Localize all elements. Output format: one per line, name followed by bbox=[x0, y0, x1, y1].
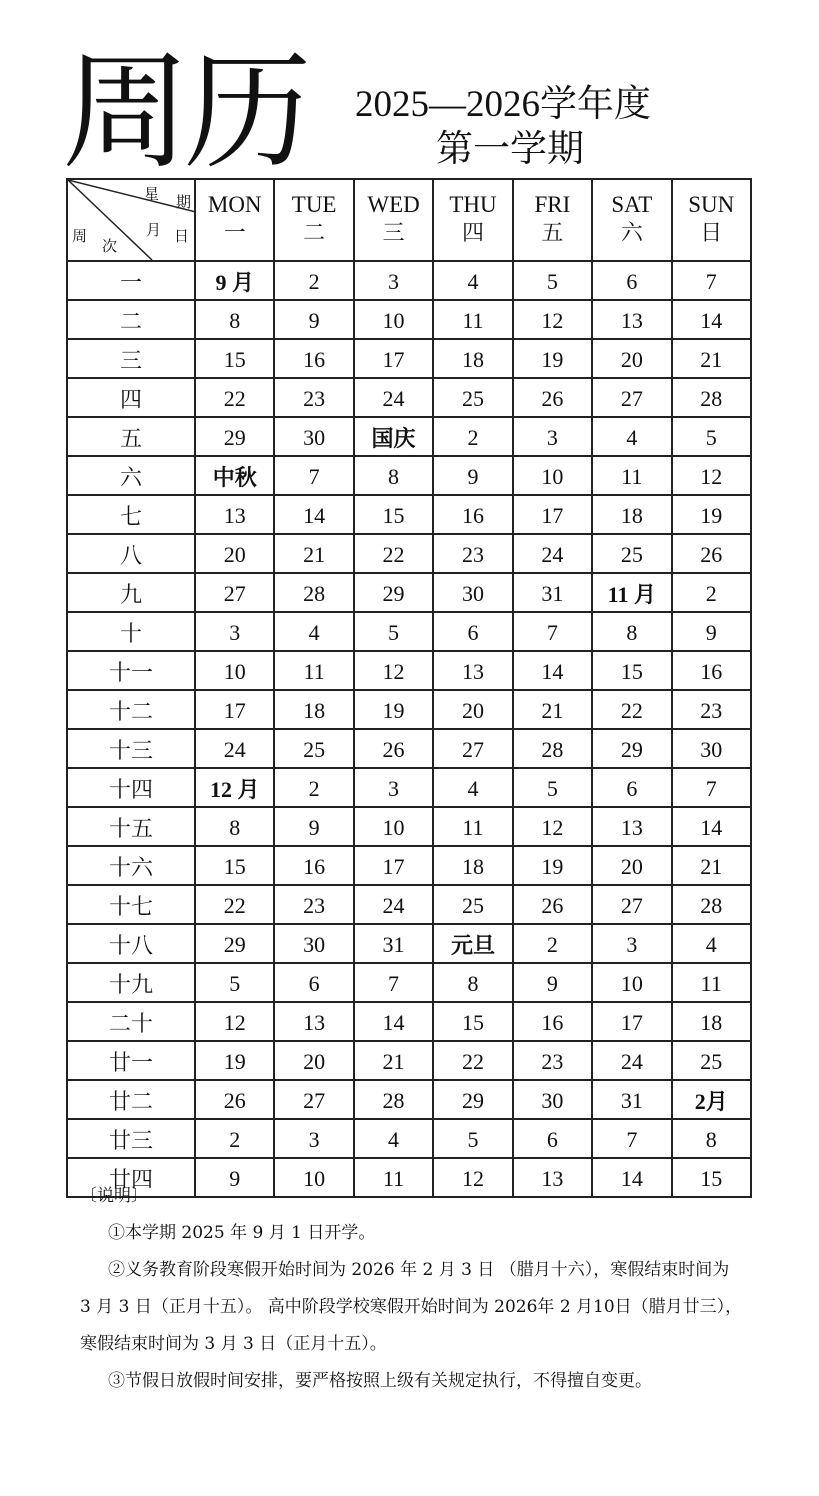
date-cell: 2 bbox=[513, 924, 592, 963]
date-cell: 11 bbox=[433, 300, 512, 339]
week-row bbox=[67, 807, 751, 846]
week-row bbox=[67, 573, 751, 612]
date-cell: 8 bbox=[354, 456, 433, 495]
date-cell: 31 bbox=[513, 573, 592, 612]
school-year-title: 2025—2026学年度 bbox=[355, 84, 651, 125]
date-cell: 2月 bbox=[672, 1080, 751, 1119]
week-number-cell: 十六 bbox=[67, 846, 195, 885]
day-header-sat bbox=[592, 179, 671, 261]
date-cell: 30 bbox=[274, 417, 353, 456]
date-cell: 26 bbox=[195, 1080, 274, 1119]
date-cell: 10 bbox=[195, 651, 274, 690]
day-cn: 三 bbox=[382, 221, 405, 246]
date-cell: 15 bbox=[195, 339, 274, 378]
date-cell: 12 bbox=[513, 300, 592, 339]
day-en: TUE bbox=[291, 192, 337, 217]
date-cell: 5 bbox=[195, 963, 274, 1002]
date-cell: 25 bbox=[274, 729, 353, 768]
date-cell: 3 bbox=[592, 924, 671, 963]
date-cell: 5 bbox=[354, 612, 433, 651]
term-title: 第一学期 bbox=[436, 127, 584, 170]
corner-label-ci: 次 bbox=[102, 237, 118, 255]
date-cell: 11 bbox=[433, 807, 512, 846]
week-number-cell: 十七 bbox=[67, 885, 195, 924]
date-cell: 23 bbox=[274, 378, 353, 417]
date-cell: 7 bbox=[592, 1119, 671, 1158]
page-title: 周历 bbox=[62, 38, 307, 187]
date-cell: 21 bbox=[513, 690, 592, 729]
date-cell: 6 bbox=[513, 1119, 592, 1158]
day-en: SAT bbox=[611, 192, 653, 217]
date-cell: 2 bbox=[274, 261, 353, 300]
date-cell: 10 bbox=[513, 456, 592, 495]
date-cell: 29 bbox=[354, 573, 433, 612]
week-row bbox=[67, 261, 751, 300]
date-cell: 23 bbox=[672, 690, 751, 729]
day-cn: 二 bbox=[303, 221, 326, 246]
week-number-cell: 十四 bbox=[67, 768, 195, 807]
week-number-cell: 十九 bbox=[67, 963, 195, 1002]
date-cell: 3 bbox=[354, 261, 433, 300]
day-header-tue bbox=[274, 179, 353, 261]
week-number-cell: 十八 bbox=[67, 924, 195, 963]
day-en: FRI bbox=[534, 192, 571, 217]
week-row bbox=[67, 417, 751, 456]
date-cell: 31 bbox=[592, 1080, 671, 1119]
date-cell: 4 bbox=[274, 612, 353, 651]
date-cell: 14 bbox=[592, 1158, 671, 1197]
date-cell: 21 bbox=[274, 534, 353, 573]
day-cn: 六 bbox=[620, 221, 643, 246]
week-number-cell: 廿三 bbox=[67, 1119, 195, 1158]
date-cell: 中秋 bbox=[195, 456, 274, 495]
date-cell: 25 bbox=[433, 885, 512, 924]
date-cell: 24 bbox=[354, 885, 433, 924]
week-number-cell: 三 bbox=[67, 339, 195, 378]
week-row bbox=[67, 924, 751, 963]
week-row bbox=[67, 963, 751, 1002]
week-row bbox=[67, 1119, 751, 1158]
date-cell: 30 bbox=[433, 573, 512, 612]
date-cell: 29 bbox=[433, 1080, 512, 1119]
date-cell: 29 bbox=[195, 924, 274, 963]
date-cell: 15 bbox=[195, 846, 274, 885]
corner-label-yue: 月 bbox=[146, 221, 162, 239]
date-cell: 17 bbox=[354, 339, 433, 378]
date-cell: 6 bbox=[592, 768, 671, 807]
day-en: THU bbox=[449, 192, 497, 217]
date-cell: 22 bbox=[592, 690, 671, 729]
date-cell: 9 bbox=[274, 807, 353, 846]
date-cell: 3 bbox=[513, 417, 592, 456]
date-cell: 18 bbox=[274, 690, 353, 729]
date-cell: 27 bbox=[195, 573, 274, 612]
week-number-cell: 十五 bbox=[67, 807, 195, 846]
date-cell: 12 月 bbox=[195, 768, 274, 807]
date-cell: 10 bbox=[592, 963, 671, 1002]
date-cell: 9 bbox=[513, 963, 592, 1002]
date-cell: 15 bbox=[433, 1002, 512, 1041]
date-cell: 29 bbox=[592, 729, 671, 768]
date-cell: 7 bbox=[274, 456, 353, 495]
date-cell: 17 bbox=[195, 690, 274, 729]
date-cell: 16 bbox=[274, 339, 353, 378]
date-cell: 26 bbox=[354, 729, 433, 768]
day-en: SUN bbox=[688, 192, 735, 217]
date-cell: 3 bbox=[274, 1119, 353, 1158]
week-number-cell: 二 bbox=[67, 300, 195, 339]
date-cell: 12 bbox=[354, 651, 433, 690]
date-cell: 18 bbox=[433, 846, 512, 885]
date-cell: 19 bbox=[513, 339, 592, 378]
date-cell: 6 bbox=[274, 963, 353, 1002]
date-cell: 2 bbox=[274, 768, 353, 807]
date-cell: 元旦 bbox=[433, 924, 512, 963]
week-row bbox=[67, 300, 751, 339]
date-cell: 24 bbox=[195, 729, 274, 768]
week-number-cell: 九 bbox=[67, 573, 195, 612]
date-cell: 16 bbox=[672, 651, 751, 690]
date-cell: 23 bbox=[513, 1041, 592, 1080]
week-number-cell: 二十 bbox=[67, 1002, 195, 1041]
week-row bbox=[67, 1002, 751, 1041]
date-cell: 9 bbox=[433, 456, 512, 495]
date-cell: 27 bbox=[274, 1080, 353, 1119]
date-cell: 13 bbox=[274, 1002, 353, 1041]
week-number-cell: 一 bbox=[67, 261, 195, 300]
date-cell: 16 bbox=[513, 1002, 592, 1041]
date-cell: 9 bbox=[195, 1158, 274, 1197]
date-cell: 4 bbox=[592, 417, 671, 456]
date-cell: 2 bbox=[433, 417, 512, 456]
date-cell: 9 bbox=[274, 300, 353, 339]
date-cell: 16 bbox=[433, 495, 512, 534]
date-cell: 13 bbox=[513, 1158, 592, 1197]
date-cell: 22 bbox=[195, 378, 274, 417]
week-number-cell: 十一 bbox=[67, 651, 195, 690]
date-cell: 24 bbox=[513, 534, 592, 573]
day-header-sun bbox=[672, 179, 751, 261]
date-cell: 11 月 bbox=[592, 573, 671, 612]
week-number-cell: 八 bbox=[67, 534, 195, 573]
date-cell: 29 bbox=[195, 417, 274, 456]
date-cell: 25 bbox=[592, 534, 671, 573]
week-row bbox=[67, 768, 751, 807]
day-cn: 四 bbox=[461, 221, 484, 246]
date-cell: 14 bbox=[354, 1002, 433, 1041]
date-cell: 4 bbox=[672, 924, 751, 963]
date-cell: 10 bbox=[354, 300, 433, 339]
date-cell: 22 bbox=[433, 1041, 512, 1080]
week-number-cell: 四 bbox=[67, 378, 195, 417]
date-cell: 15 bbox=[672, 1158, 751, 1197]
note-item: ①本学期 2025 年 9 月 1 日开学。 bbox=[108, 1223, 376, 1243]
day-cn: 一 bbox=[223, 221, 246, 246]
date-cell: 28 bbox=[513, 729, 592, 768]
date-cell: 21 bbox=[672, 339, 751, 378]
date-cell: 16 bbox=[274, 846, 353, 885]
note-item: ③节假日放假时间安排，要严格按照上级有关规定执行，不得擅自变更。 bbox=[108, 1371, 652, 1391]
date-cell: 10 bbox=[274, 1158, 353, 1197]
date-cell: 23 bbox=[433, 534, 512, 573]
week-number-cell: 六 bbox=[67, 456, 195, 495]
day-cn: 日 bbox=[700, 221, 723, 246]
notes-section bbox=[80, 1178, 745, 1400]
day-cn: 五 bbox=[541, 221, 564, 246]
notes-heading: 〔说明〕 bbox=[80, 1186, 148, 1206]
date-cell: 8 bbox=[195, 300, 274, 339]
date-cell: 28 bbox=[672, 885, 751, 924]
date-cell: 24 bbox=[592, 1041, 671, 1080]
date-cell: 10 bbox=[354, 807, 433, 846]
date-cell: 12 bbox=[513, 807, 592, 846]
week-row bbox=[67, 651, 751, 690]
date-cell: 2 bbox=[195, 1119, 274, 1158]
date-cell: 30 bbox=[672, 729, 751, 768]
date-cell: 4 bbox=[433, 768, 512, 807]
date-cell: 2 bbox=[672, 573, 751, 612]
date-cell: 20 bbox=[195, 534, 274, 573]
date-cell: 20 bbox=[274, 1041, 353, 1080]
week-row bbox=[67, 612, 751, 651]
corner-label-zhou: 周 bbox=[72, 227, 88, 245]
week-number-cell: 十 bbox=[67, 612, 195, 651]
day-en: MON bbox=[207, 192, 262, 217]
date-cell: 3 bbox=[354, 768, 433, 807]
date-cell: 31 bbox=[354, 924, 433, 963]
date-cell: 28 bbox=[672, 378, 751, 417]
date-cell: 15 bbox=[592, 651, 671, 690]
week-row bbox=[67, 885, 751, 924]
week-number-cell: 廿一 bbox=[67, 1041, 195, 1080]
date-cell: 19 bbox=[354, 690, 433, 729]
date-cell: 28 bbox=[274, 573, 353, 612]
week-row bbox=[67, 339, 751, 378]
date-cell: 26 bbox=[513, 378, 592, 417]
day-header-wed bbox=[354, 179, 433, 261]
date-cell: 21 bbox=[354, 1041, 433, 1080]
date-cell: 7 bbox=[354, 963, 433, 1002]
date-cell: 11 bbox=[592, 456, 671, 495]
week-row bbox=[67, 846, 751, 885]
date-cell: 5 bbox=[513, 261, 592, 300]
date-cell: 国庆 bbox=[354, 417, 433, 456]
date-cell: 8 bbox=[195, 807, 274, 846]
date-cell: 26 bbox=[672, 534, 751, 573]
date-cell: 27 bbox=[592, 885, 671, 924]
week-row bbox=[67, 1080, 751, 1119]
date-cell: 30 bbox=[513, 1080, 592, 1119]
week-row bbox=[67, 1041, 751, 1080]
date-cell: 8 bbox=[433, 963, 512, 1002]
week-row bbox=[67, 495, 751, 534]
date-cell: 18 bbox=[592, 495, 671, 534]
date-cell: 4 bbox=[433, 261, 512, 300]
date-cell: 7 bbox=[672, 768, 751, 807]
week-row bbox=[67, 534, 751, 573]
date-cell: 17 bbox=[592, 1002, 671, 1041]
date-cell: 12 bbox=[672, 456, 751, 495]
week-row bbox=[67, 456, 751, 495]
date-cell: 30 bbox=[274, 924, 353, 963]
date-cell: 20 bbox=[592, 339, 671, 378]
date-cell: 20 bbox=[592, 846, 671, 885]
date-cell: 3 bbox=[195, 612, 274, 651]
week-number-cell: 廿二 bbox=[67, 1080, 195, 1119]
diagonal-lines bbox=[68, 180, 196, 260]
date-cell: 19 bbox=[672, 495, 751, 534]
date-cell: 24 bbox=[354, 378, 433, 417]
date-cell: 19 bbox=[513, 846, 592, 885]
date-cell: 22 bbox=[195, 885, 274, 924]
date-cell: 14 bbox=[513, 651, 592, 690]
date-cell: 28 bbox=[354, 1080, 433, 1119]
date-cell: 27 bbox=[592, 378, 671, 417]
date-cell: 12 bbox=[195, 1002, 274, 1041]
date-cell: 22 bbox=[354, 534, 433, 573]
date-cell: 13 bbox=[195, 495, 274, 534]
corner-label-qi: 期 bbox=[176, 193, 192, 211]
date-cell: 9 bbox=[672, 612, 751, 651]
corner-label-xing: 星 bbox=[144, 185, 160, 203]
day-en: WED bbox=[367, 192, 420, 217]
date-cell: 20 bbox=[433, 690, 512, 729]
date-cell: 5 bbox=[433, 1119, 512, 1158]
date-cell: 23 bbox=[274, 885, 353, 924]
week-number-cell: 七 bbox=[67, 495, 195, 534]
date-cell: 6 bbox=[592, 261, 671, 300]
date-cell: 7 bbox=[513, 612, 592, 651]
date-cell: 11 bbox=[274, 651, 353, 690]
date-cell: 26 bbox=[513, 885, 592, 924]
corner-label-ri: 日 bbox=[174, 227, 190, 245]
date-cell: 18 bbox=[433, 339, 512, 378]
date-cell: 6 bbox=[433, 612, 512, 651]
date-cell: 12 bbox=[433, 1158, 512, 1197]
date-cell: 7 bbox=[672, 261, 751, 300]
date-cell: 25 bbox=[672, 1041, 751, 1080]
date-cell: 5 bbox=[672, 417, 751, 456]
date-cell: 18 bbox=[672, 1002, 751, 1041]
date-cell: 25 bbox=[433, 378, 512, 417]
corner-header-cell bbox=[67, 179, 195, 261]
week-calendar-table bbox=[66, 178, 752, 1198]
date-cell: 4 bbox=[354, 1119, 433, 1158]
week-row bbox=[67, 378, 751, 417]
date-cell: 19 bbox=[195, 1041, 274, 1080]
week-number-cell: 十二 bbox=[67, 690, 195, 729]
date-cell: 14 bbox=[672, 300, 751, 339]
date-cell: 8 bbox=[672, 1119, 751, 1158]
date-cell: 9 月 bbox=[195, 261, 274, 300]
header-row bbox=[67, 179, 751, 261]
note-item: ②义务教育阶段寒假开始时间为 2026 年 2 月 3 日 （腊月十六），寒假结束时间为 3 月 3 日（正月十五）。 高中阶段学校寒假开始时间为 2026年 2 月10日（腊月廿三），寒假结束时间为 3 月 3 日（正月十五）。 bbox=[80, 1260, 743, 1354]
week-row bbox=[67, 690, 751, 729]
date-cell: 15 bbox=[354, 495, 433, 534]
date-cell: 11 bbox=[672, 963, 751, 1002]
date-cell: 13 bbox=[592, 300, 671, 339]
day-header-fri bbox=[513, 179, 592, 261]
date-cell: 11 bbox=[354, 1158, 433, 1197]
date-cell: 8 bbox=[592, 612, 671, 651]
date-cell: 17 bbox=[513, 495, 592, 534]
date-cell: 14 bbox=[274, 495, 353, 534]
week-row bbox=[67, 729, 751, 768]
week-number-cell: 廿四 bbox=[67, 1158, 195, 1197]
week-number-cell: 五 bbox=[67, 417, 195, 456]
week-number-cell: 十三 bbox=[67, 729, 195, 768]
date-cell: 13 bbox=[592, 807, 671, 846]
day-header-thu bbox=[433, 179, 512, 261]
day-header-mon bbox=[195, 179, 274, 261]
date-cell: 5 bbox=[513, 768, 592, 807]
date-cell: 17 bbox=[354, 846, 433, 885]
date-cell: 21 bbox=[672, 846, 751, 885]
calendar-body bbox=[67, 261, 751, 1197]
date-cell: 13 bbox=[433, 651, 512, 690]
date-cell: 14 bbox=[672, 807, 751, 846]
date-cell: 27 bbox=[433, 729, 512, 768]
